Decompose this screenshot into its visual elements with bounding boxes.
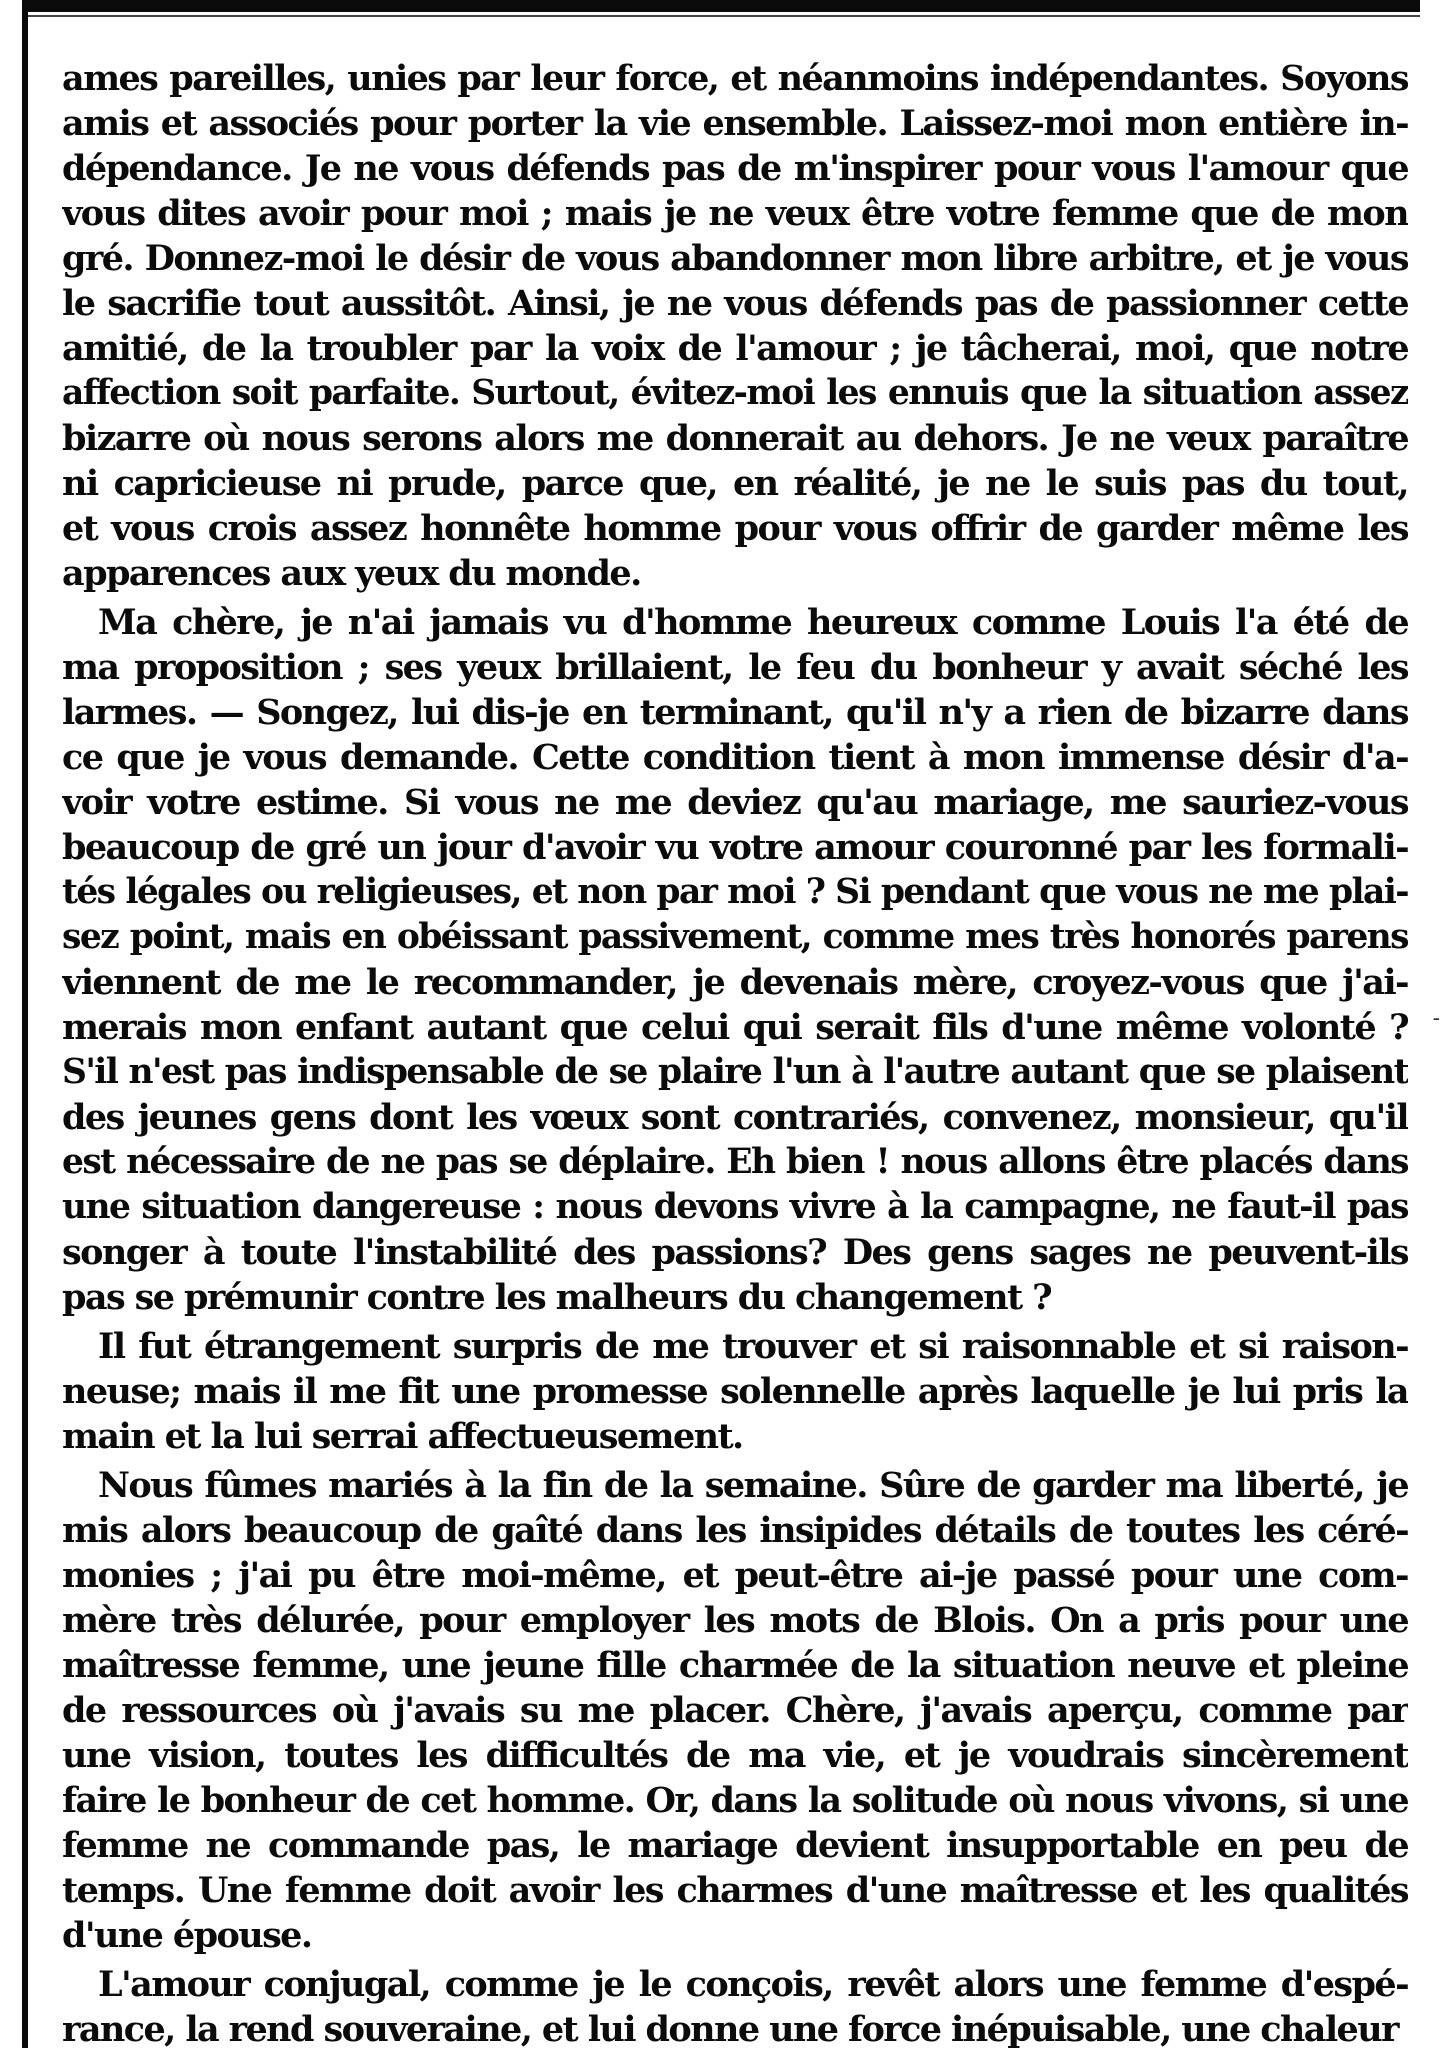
text-line: des jeunes gens dont les vœux sont contrariés, convenez, monsieur, qu'il xyxy=(62,1097,1408,1138)
text-line: viennent de me le recommander, je devenais mère, croyez-vous que j'ai- xyxy=(62,962,1408,1003)
text-line: sez point, mais en obéissant passivement, comme mes très honorés parens xyxy=(62,917,1408,957)
text-line: neuse; mais il me fit une promesse solennelle après laquelle je lui pris la xyxy=(62,1371,1408,1412)
text-line: femme ne commande pas, le mariage devient insupportable en peu de xyxy=(62,1825,1408,1866)
text-line: maîtresse femme, une jeune fille charmée de la situation neuve et pleine xyxy=(62,1645,1408,1686)
text-line: ce que je vous demande. Cette condition tient à mon immense désir d'a- xyxy=(62,737,1408,778)
text-line: main et la lui serrai affectueusement. xyxy=(62,1416,743,1457)
text-line: apparences aux yeux du monde. xyxy=(62,553,641,594)
text-line: d'une épouse. xyxy=(62,1915,312,1956)
text-line: gré. Donnez-moi le désir de vous abandonner mon libre arbitre, et je vous xyxy=(62,238,1408,279)
text-line: vous dites avoir pour moi ; mais je ne veux être votre femme que de mon xyxy=(62,193,1408,234)
text-line: voir votre estime. Si vous ne me deviez qu'au mariage, me sauriez-vous xyxy=(62,782,1408,823)
text-line: merais mon enfant autant que celui qui serait fils d'une même volonté ? xyxy=(62,1007,1408,1048)
text-line: Ma chère, je n'ai jamais vu d'homme heureux comme Louis l'a été de xyxy=(98,602,1408,643)
margin-mark: - xyxy=(1432,1006,1440,1031)
paragraph xyxy=(62,1324,1408,1459)
text-line: une vision, toutes les difficultés de ma vie, et je voudrais sincèrement xyxy=(62,1735,1408,1776)
text-line: ames pareilles, unies par leur force, et néanmoins indépendantes. Soyons xyxy=(62,58,1408,99)
text-line: Nous fûmes mariés à la fin de la semaine. Sûre de garder ma liberté, je xyxy=(98,1465,1408,1506)
text-line: mis alors beaucoup de gaîté dans les insipides détails de toutes les céré- xyxy=(62,1510,1408,1551)
text-line: temps. Une femme doit avoir les charmes d'une maîtresse et les qualités xyxy=(62,1870,1408,1911)
text-line: beaucoup de gré un jour d'avoir vu votre amour couronné par les formali- xyxy=(62,827,1408,868)
text-line: de ressources où j'avais su me placer. Chère, j'avais aperçu, comme par xyxy=(62,1690,1408,1731)
text-line: est nécessaire de ne pas se déplaire. Eh bien ! nous allons être placés dans xyxy=(62,1142,1408,1182)
text-line: L'amour conjugal, comme je le conçois, revêt alors une femme d'espé- xyxy=(98,1964,1408,2005)
text-line: rance, la rend souveraine, et lui donne une force inépuisable, une chaleur xyxy=(62,2009,1398,2050)
paragraph xyxy=(62,1962,1408,2052)
text-line: faire le bonheur de cet homme. Or, dans la solitude où nous vivons, si une xyxy=(62,1780,1408,1821)
text-column xyxy=(62,56,1408,2052)
text-line: mère très délurée, pour employer les mots de Blois. On a pris pour une xyxy=(62,1600,1408,1641)
text-line: pas se prémunir contre les malheurs du changement ? xyxy=(62,1277,1052,1318)
text-line: amis et associés pour porter la vie ensemble. Laissez-moi mon entière in- xyxy=(62,103,1408,144)
text-line: monies ; j'ai pu être moi-même, et peut-être ai-je passé pour une com- xyxy=(62,1555,1408,1596)
text-line: Il fut étrangement surpris de me trouver et si raisonnable et si raison- xyxy=(98,1326,1408,1367)
text-line: bizarre où nous serons alors me donnerait au dehors. Je ne veux paraître xyxy=(62,418,1408,459)
paragraph xyxy=(62,56,1408,596)
text-line: ni capricieuse ni prude, parce que, en réalité, je ne le suis pas du tout, xyxy=(62,463,1408,504)
paragraph xyxy=(62,600,1408,1320)
text-line: le sacrifie tout aussitôt. Ainsi, je ne vous défends pas de passionner cette xyxy=(62,283,1408,324)
text-line: dépendance. Je ne vous défends pas de m'inspirer pour vous l'amour que xyxy=(62,148,1408,189)
text-line: ma proposition ; ses yeux brillaient, le feu du bonheur y avait séché les xyxy=(62,647,1408,688)
text-line: S'il n'est pas indispensable de se plaire l'un à l'autre autant que se plaisent xyxy=(62,1052,1408,1092)
text-line: songer à toute l'instabilité des passions? Des gens sages ne peuvent-ils xyxy=(62,1232,1408,1273)
paragraph xyxy=(62,1463,1408,1958)
text-line: amitié, de la troubler par la voix de l'amour ; je tâcherai, moi, que notre xyxy=(62,328,1408,369)
text-line: une situation dangereuse : nous devons vivre à la campagne, ne faut-il pas xyxy=(62,1187,1408,1227)
text-line: larmes. — Songez, lui dis-je en terminant, qu'il n'y a rien de bizarre dans xyxy=(62,692,1408,733)
column-rule xyxy=(22,0,28,2048)
top-rule-thin xyxy=(22,15,1420,17)
text-line: affection soit parfaite. Surtout, évitez-moi les ennuis que la situation assez xyxy=(62,373,1408,413)
text-line: tés légales ou religieuses, et non par moi ? Si pendant que vous ne me plai- xyxy=(62,872,1408,912)
top-rule xyxy=(22,0,1420,12)
text-line: et vous crois assez honnête homme pour vous offrir de garder même les xyxy=(62,508,1408,549)
